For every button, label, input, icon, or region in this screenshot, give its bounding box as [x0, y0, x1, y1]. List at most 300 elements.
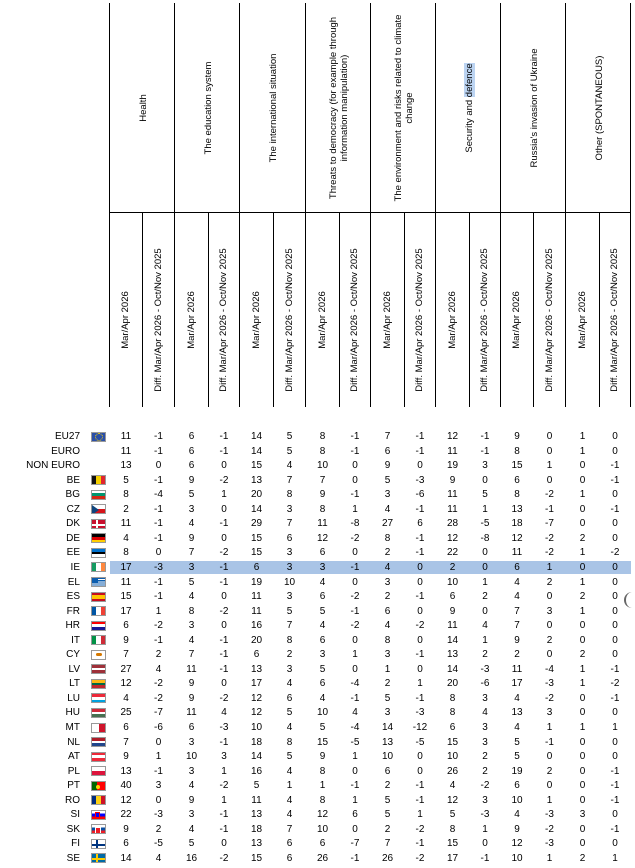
value-cell: 4	[319, 576, 326, 588]
diff-cell: -3	[142, 561, 175, 574]
diff-cell: 6	[286, 692, 293, 704]
diff-cell: -1	[610, 780, 620, 792]
diff-cell: 0	[417, 663, 423, 675]
diff-cell: 0	[546, 649, 553, 661]
diff-cell: -1	[339, 561, 371, 574]
value-cell: 25	[120, 707, 132, 719]
diff-cell: -2	[219, 852, 229, 864]
diff-cell: -3	[415, 474, 425, 486]
value-cell: 12	[120, 678, 132, 690]
topic-divider	[305, 3, 306, 407]
header-separator	[110, 212, 631, 213]
diff-cell: 6	[286, 838, 293, 850]
diff-cell: -1	[545, 503, 554, 515]
diff-cell: 3	[286, 547, 293, 559]
value-cell: 12	[446, 431, 459, 442]
value-cell: 6	[240, 561, 273, 574]
value-cell: 4	[188, 780, 195, 792]
value-cell: 11	[447, 503, 458, 515]
selected-text[interactable]: defence	[463, 62, 474, 97]
topic-header-label: The environment and risks related to climate change	[392, 14, 415, 201]
diff-cell: 0	[221, 838, 227, 850]
diff-cell: 4	[286, 765, 293, 777]
diff-cell: 1	[352, 503, 358, 515]
value-cell: 3	[188, 503, 195, 515]
value-cell: 4	[188, 634, 195, 646]
sub-header-diff: Diff. Mar/Apr 2026 - Oct/Nov 2025	[283, 247, 295, 392]
value-cell: 6	[319, 591, 326, 603]
topic-divider	[435, 3, 436, 407]
value-cell: 2	[123, 503, 129, 515]
diff-cell: 8	[286, 736, 293, 748]
diff-cell: 3	[482, 736, 488, 748]
diff-cell: -1	[415, 649, 425, 661]
country-code: SI	[70, 809, 80, 821]
diff-cell: 1	[221, 794, 227, 806]
diff-cell: 8	[286, 489, 293, 501]
diff-cell: -2	[219, 547, 229, 559]
diff-cell: -1	[219, 823, 229, 835]
diff-cell: -2	[350, 591, 360, 603]
topic-header-label	[463, 63, 474, 152]
diff-cell: 2	[155, 649, 162, 661]
diff-cell: 4	[286, 722, 293, 733]
flag-pl-icon	[91, 766, 106, 776]
country-code: RO	[65, 794, 80, 806]
sub-header-diff: Diff. Mar/Apr 2026 - Oct/Nov 2025	[349, 247, 360, 392]
flag-de-icon	[91, 533, 106, 543]
value-cell: 0	[579, 765, 586, 777]
sub-header-period: Mar/Apr 2026	[446, 290, 458, 349]
diff-cell: -1	[154, 518, 163, 530]
value-cell: 11	[120, 445, 132, 457]
country-code: AT	[67, 751, 80, 763]
value-cell: 8	[319, 503, 326, 515]
value-cell: 40	[120, 780, 132, 792]
value-cell: 7	[319, 474, 326, 486]
diff-cell: 0	[482, 605, 488, 617]
value-cell: 11	[447, 445, 458, 457]
value-cell: 5	[384, 794, 391, 806]
value-cell: 3	[175, 561, 208, 574]
diff-cell: 6	[352, 809, 358, 821]
diff-cell: 0	[352, 634, 358, 646]
diff-cell: -2	[154, 678, 163, 690]
diff-cell: -1	[154, 445, 163, 457]
flag-sk-icon	[91, 824, 106, 834]
diff-cell: 1	[417, 809, 423, 821]
country-code: FR	[66, 605, 80, 617]
topic-divider	[630, 3, 631, 407]
diff-cell: 3	[546, 605, 553, 617]
diff-cell: 2	[482, 591, 488, 603]
value-cell: 9	[384, 460, 391, 472]
value-cell: 12	[446, 532, 459, 544]
diff-cell: 1	[286, 780, 293, 792]
value-cell: 14	[120, 852, 132, 864]
diff-cell: -1	[480, 445, 490, 457]
flag-at-icon	[91, 752, 106, 762]
scroll-indicator[interactable]	[624, 592, 635, 608]
diff-cell: 4	[482, 620, 488, 632]
value-cell: 6	[188, 722, 195, 733]
value-cell: 0	[579, 751, 586, 763]
diff-cell: 0	[469, 561, 501, 574]
value-cell: 3	[306, 561, 339, 574]
topic-header-label: Health	[137, 93, 148, 122]
diff-cell: -2	[545, 692, 554, 704]
country-code: DE	[66, 532, 80, 544]
diff-cell: 1	[546, 794, 553, 806]
diff-cell: 0	[546, 591, 553, 603]
value-cell: 11	[251, 605, 262, 617]
value-cell: 19	[511, 765, 523, 777]
value-cell: 1	[579, 722, 586, 733]
subcol-divider	[142, 212, 143, 407]
diff-cell: 0	[417, 765, 423, 777]
diff-cell: -1	[415, 445, 425, 457]
diff-cell: -1	[350, 692, 360, 704]
value-cell: 3	[579, 809, 586, 821]
value-cell: 3	[384, 649, 391, 661]
value-cell: 2	[579, 591, 586, 603]
value-cell: 14	[250, 503, 263, 515]
diff-cell: -6	[154, 722, 163, 733]
value-cell: 7	[123, 649, 129, 661]
diff-cell: -5	[350, 736, 360, 748]
diff-cell: -7	[545, 518, 554, 530]
value-cell: 5	[449, 809, 456, 821]
value-cell: 7	[384, 838, 391, 850]
value-cell: 5	[514, 736, 520, 748]
flag-cy-icon	[91, 650, 106, 660]
subcol-divider	[208, 212, 209, 407]
value-cell: 17	[120, 605, 132, 617]
diff-cell: 0	[155, 736, 162, 748]
diff-cell: -3	[154, 809, 163, 821]
value-cell: 0	[579, 707, 586, 719]
flag-bg-icon	[91, 490, 106, 500]
value-cell: 11	[251, 794, 262, 806]
diff-cell: 6	[417, 518, 423, 530]
value-cell: 6	[123, 838, 129, 850]
diff-cell: -6	[415, 489, 425, 501]
value-cell: 14	[250, 431, 263, 442]
diff-cell: -6	[480, 678, 490, 690]
diff-cell: 1	[533, 561, 566, 574]
diff-cell: 0	[221, 532, 227, 544]
value-cell: 4	[514, 722, 520, 733]
diff-cell: 4	[286, 678, 293, 690]
value-cell: 5	[384, 692, 391, 704]
value-cell: 6	[384, 765, 391, 777]
diff-cell: -1	[480, 431, 490, 442]
value-cell: 5	[188, 576, 195, 588]
diff-cell: 2	[546, 634, 553, 646]
sub-header-period: Mar/Apr 2026	[120, 290, 131, 349]
value-cell: 13	[250, 809, 263, 821]
country-code: PT	[67, 780, 80, 792]
value-cell: 6	[253, 649, 260, 661]
value-cell: 6	[319, 634, 326, 646]
country-code: FI	[71, 838, 80, 850]
diff-cell: -7	[154, 707, 163, 719]
value-cell: 8	[449, 692, 456, 704]
diff-cell: 0	[221, 503, 227, 515]
diff-cell: -1	[154, 765, 163, 777]
value-cell: 17	[446, 852, 459, 864]
value-cell: 5	[188, 838, 195, 850]
flag-be-icon	[91, 475, 106, 485]
subcol-divider	[273, 212, 274, 407]
value-cell: 4	[514, 576, 520, 588]
value-cell: 0	[579, 460, 586, 472]
diff-cell: -2	[610, 547, 620, 559]
diff-cell: 0	[352, 474, 358, 486]
value-cell: 1	[579, 489, 586, 501]
diff-cell: 5	[482, 489, 488, 501]
topic-header	[452, 3, 486, 213]
diff-cell: 3	[221, 751, 227, 763]
diff-cell: 1	[482, 823, 488, 835]
diff-cell: -2	[350, 532, 360, 544]
eu-flag-icon	[91, 432, 106, 442]
value-cell: 9	[514, 431, 520, 442]
diff-cell: 3	[482, 722, 488, 733]
diff-cell: 5	[286, 751, 293, 763]
value-cell: 8	[514, 489, 520, 501]
diff-cell: 0	[546, 431, 553, 442]
value-cell: 12	[511, 838, 523, 850]
diff-cell: -1	[219, 663, 229, 675]
value-cell: 9	[188, 692, 195, 704]
value-cell: 20	[250, 489, 263, 501]
diff-cell: -1	[415, 591, 425, 603]
value-cell: 11	[186, 707, 197, 719]
diff-cell: -3	[545, 809, 554, 821]
value-cell: 0	[579, 474, 586, 486]
value-cell: 11	[120, 576, 132, 588]
value-cell: 4	[188, 591, 195, 603]
value-cell: 9	[188, 678, 195, 690]
diff-cell: 3	[482, 692, 488, 704]
diff-cell: -2	[415, 852, 425, 864]
diff-cell: -2	[545, 547, 554, 559]
value-cell: 16	[250, 765, 263, 777]
diff-cell: -1	[350, 445, 360, 457]
topic-header-label: The international situation	[267, 53, 279, 162]
diff-cell: -3	[545, 678, 554, 690]
value-cell: 0	[579, 794, 586, 806]
diff-cell: -3	[415, 707, 425, 719]
diff-cell: -5	[415, 736, 425, 748]
diff-cell: 4	[352, 707, 358, 719]
diff-cell: 0	[612, 532, 618, 544]
value-cell: 7	[384, 431, 391, 442]
value-cell: 12	[511, 532, 523, 544]
value-cell: 7	[188, 547, 195, 559]
country-code: NL	[67, 736, 80, 748]
flag-ee-icon	[91, 548, 106, 558]
diff-cell: 0	[612, 431, 618, 442]
diff-cell: 0	[155, 794, 162, 806]
diff-cell: 2	[482, 649, 488, 661]
value-cell: 0	[579, 736, 586, 748]
value-cell: 2	[436, 561, 469, 574]
country-code: EURO	[51, 445, 80, 457]
value-cell: 11	[511, 547, 523, 559]
country-code: EL	[67, 576, 80, 588]
diff-cell: -1	[219, 634, 229, 646]
value-cell: 10	[511, 852, 523, 864]
value-cell: 2	[384, 547, 391, 559]
value-cell: 3	[319, 649, 326, 661]
value-cell: 0	[579, 503, 586, 515]
diff-cell: -3	[219, 722, 229, 733]
diff-cell: -1	[154, 634, 163, 646]
value-cell: 12	[316, 532, 329, 544]
diff-cell: -1	[610, 460, 620, 472]
diff-cell: 2	[546, 765, 553, 777]
value-cell: 29	[250, 518, 263, 530]
value-cell: 11	[447, 489, 458, 501]
value-cell: 0	[579, 634, 586, 646]
flag-dk-icon	[91, 519, 106, 529]
diff-cell: -1	[350, 605, 360, 617]
value-cell: 10	[316, 460, 329, 472]
diff-cell: -1	[154, 591, 163, 603]
value-cell: 11	[511, 663, 523, 675]
diff-cell: 0	[155, 460, 162, 472]
diff-cell: 5	[286, 431, 293, 442]
value-cell: 14	[446, 634, 459, 646]
value-cell: 4	[319, 692, 326, 704]
diff-cell: 1	[546, 722, 553, 733]
value-cell: 8	[449, 823, 456, 835]
diff-cell: 0	[352, 547, 358, 559]
diff-cell: -2	[545, 489, 554, 501]
diff-cell: 3	[546, 707, 553, 719]
diff-cell: -2	[415, 823, 425, 835]
value-cell: 4	[449, 780, 456, 792]
diff-cell: 0	[417, 605, 423, 617]
diff-cell: 0	[612, 489, 618, 501]
value-cell: 18	[250, 736, 263, 748]
diff-cell: -1	[610, 474, 620, 486]
value-cell: 14	[250, 751, 263, 763]
value-cell: 22	[120, 809, 132, 821]
diff-cell: 0	[612, 576, 618, 588]
value-cell: 9	[319, 489, 326, 501]
diff-cell: 0	[612, 649, 618, 661]
topic-divider	[370, 3, 371, 407]
diff-cell: 0	[546, 620, 553, 632]
value-cell: 9	[449, 474, 456, 486]
diff-cell: 0	[155, 547, 162, 559]
sub-header-diff: Diff. Mar/Apr 2026 - Oct/Nov 2025	[543, 247, 555, 392]
diff-cell: -4	[154, 489, 163, 501]
diff-cell: -12	[412, 722, 428, 733]
value-cell: 9	[123, 634, 129, 646]
diff-cell: 1	[417, 678, 423, 690]
value-cell: 0	[579, 620, 586, 632]
diff-cell: 4	[286, 794, 293, 806]
value-cell: 0	[566, 561, 599, 574]
value-cell: 10	[511, 794, 523, 806]
value-cell: 22	[446, 547, 459, 559]
value-cell: 9	[123, 823, 129, 835]
diff-cell: 5	[286, 445, 293, 457]
topic-header-label: The education system	[202, 61, 213, 154]
diff-cell: -5	[480, 518, 490, 530]
diff-cell: -1	[350, 431, 360, 442]
diff-cell: 1	[482, 576, 488, 588]
diff-cell: -1	[415, 503, 425, 515]
diff-cell: -2	[610, 678, 620, 690]
value-cell: 4	[188, 518, 195, 530]
diff-cell: 4	[221, 707, 227, 719]
value-cell: 4	[371, 561, 404, 574]
diff-cell: 0	[352, 460, 358, 472]
diff-cell: 2	[482, 765, 488, 777]
value-cell: 2	[579, 532, 586, 544]
value-cell: 19	[250, 576, 263, 588]
value-cell: 13	[381, 736, 394, 748]
value-cell: 1	[579, 547, 586, 559]
diff-cell: 0	[612, 809, 618, 821]
value-cell: 6	[319, 838, 326, 850]
diff-cell: -2	[219, 605, 229, 617]
value-cell: 6	[449, 722, 456, 733]
value-cell: 6	[123, 620, 129, 632]
value-cell: 14	[250, 445, 263, 457]
topic-divider	[174, 3, 175, 407]
value-cell: 11	[447, 620, 458, 632]
topic-header-label-part: Security and	[463, 96, 474, 153]
value-cell: 5	[384, 474, 391, 486]
value-cell: 0	[579, 780, 586, 792]
diff-cell: -1	[208, 561, 240, 574]
value-cell: 11	[251, 591, 262, 603]
diff-cell: 7	[286, 474, 293, 486]
value-cell: 13	[250, 838, 263, 850]
diff-cell: 0	[221, 591, 227, 603]
value-cell: 11	[120, 518, 132, 530]
topic-header-label: Russia's invasion of Ukraine	[528, 47, 539, 168]
diff-cell: 0	[546, 474, 553, 486]
diff-cell: -1	[610, 823, 620, 835]
value-cell: 13	[250, 474, 263, 486]
value-cell: 13	[511, 707, 523, 719]
value-cell: 16	[250, 620, 263, 632]
diff-cell: -1	[610, 663, 620, 675]
country-code: SK	[66, 823, 80, 835]
sub-header-diff: Diff. Mar/Apr 2026 - Oct/Nov 2025	[609, 247, 620, 392]
diff-cell: 3	[155, 780, 162, 792]
diff-cell: 8	[286, 634, 293, 646]
value-cell: 6	[514, 780, 520, 792]
value-cell: 8	[449, 707, 456, 719]
value-cell: 9	[319, 751, 326, 763]
value-cell: 18	[511, 518, 523, 530]
subcol-divider	[533, 212, 534, 407]
diff-cell: 1	[352, 794, 358, 806]
value-cell: 8	[123, 489, 129, 501]
value-cell: 6	[319, 678, 326, 690]
subcol-divider	[404, 212, 405, 407]
diff-cell: 0	[546, 445, 553, 457]
value-cell: 12	[250, 707, 263, 719]
